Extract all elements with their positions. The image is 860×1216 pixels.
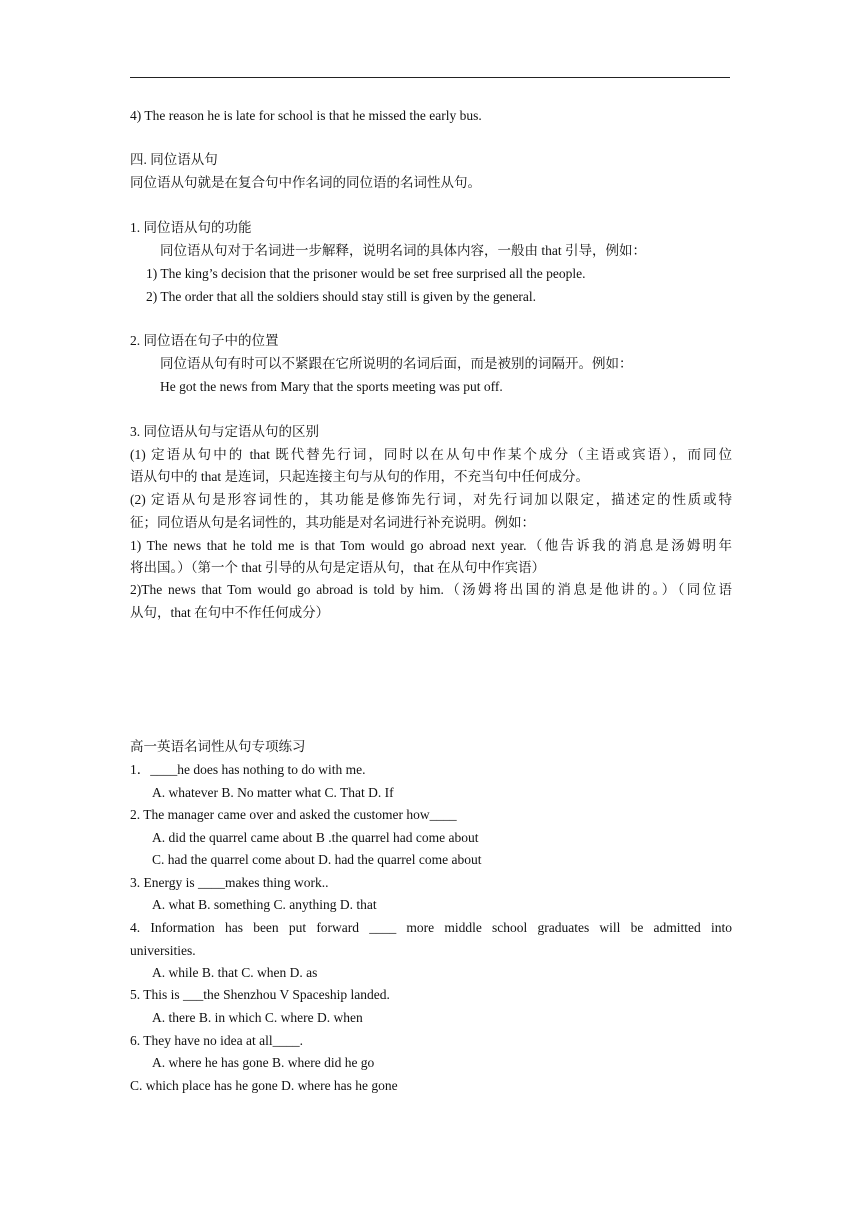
question: 4. Information has been put forward ____ more middle school graduates will be admitted into — [130, 920, 732, 935]
answer-options: A. did the quarrel came about B .the quarrel had come about — [152, 830, 479, 845]
example-line: He got the news from Mary that the sports meeting was put off. — [160, 379, 503, 394]
answer-options: A. whatever B. No matter what C. That D. If — [152, 785, 394, 800]
question: 6. They have no idea at all____. — [130, 1033, 303, 1048]
subsection-heading: 2. 同位语在句子中的位置 — [130, 333, 279, 348]
question: 5. This is ___the Shenzhou V Spaceship landed. — [130, 987, 390, 1002]
example-line: 从句，that 在句中不作任何成分） — [130, 605, 330, 620]
example-line: 2)The news that Tom would go abroad is told by him.（汤姆将出国的消息是他讲的。）（同位语 — [130, 582, 732, 597]
answer-options: A. there B. in which C. where D. when — [152, 1010, 363, 1025]
text-line: 4) The reason he is late for school is that he missed the early bus. — [130, 108, 482, 123]
answer-options: A. while B. that C. when D. as — [152, 965, 318, 980]
example-line: 1) The news that he told me is that Tom would go abroad next year.（他告诉我的消息是汤姆明年 — [130, 538, 732, 553]
text-line: 同位语从句有时可以不紧跟在它所说明的名词后面，而是被别的词隔开。例如： — [160, 356, 633, 371]
text-line: (2) 定语从句是形容词性的，其功能是修饰先行词，对先行词加以限定，描述定的性质或特 — [130, 492, 732, 507]
text-line: 语从句中的 that 是连词，只起连接主句与从句的作用，不充当句中任何成分。 — [130, 469, 589, 484]
text-line: (1) 定语从句中的 that 既代替先行词，同时以在从句中作某个成分（主语或宾语），而同位 — [130, 447, 732, 462]
example-line: 将出国。）（第一个 that 引导的从句是定语从句，that 在从句中作宾语） — [130, 560, 546, 575]
exercise-title: 高一英语名词性从句专项练习 — [130, 739, 306, 754]
text-line: 征；同位语从句是名词性的，其功能是对名词进行补充说明。例如： — [130, 515, 535, 530]
question: universities. — [130, 943, 196, 958]
example-line: 2) The order that all the soldiers should stay still is given by the general. — [146, 289, 537, 304]
answer-options: A. where he has gone B. where did he go — [152, 1055, 375, 1070]
example-line: 1) The king’s decision that the prisoner would be set free surprised all the people. — [146, 266, 586, 281]
question: 1．____he does has nothing to do with me. — [130, 762, 366, 777]
question: 2. The manager came over and asked the customer how____ — [130, 807, 457, 822]
answer-options: C. had the quarrel come about D. had the quarrel come about — [152, 852, 482, 867]
header-rule — [130, 77, 730, 78]
subsection-heading: 1. 同位语从句的功能 — [130, 220, 252, 235]
text-line: 同位语从句就是在复合句中作名词的同位语的名词性从句。 — [130, 175, 481, 190]
text-line: 同位语从句对于名词进一步解释，说明名词的具体内容，一般由 that 引导，例如： — [160, 243, 646, 258]
section-heading: 四. 同位语从句 — [130, 152, 218, 167]
answer-options: A. what B. something C. anything D. that — [152, 897, 377, 912]
question: 3. Energy is ____makes thing work.. — [130, 875, 329, 890]
answer-options: C. which place has he gone D. where has he gone — [130, 1078, 398, 1093]
subsection-heading: 3. 同位语从句与定语从句的区别 — [130, 424, 319, 439]
